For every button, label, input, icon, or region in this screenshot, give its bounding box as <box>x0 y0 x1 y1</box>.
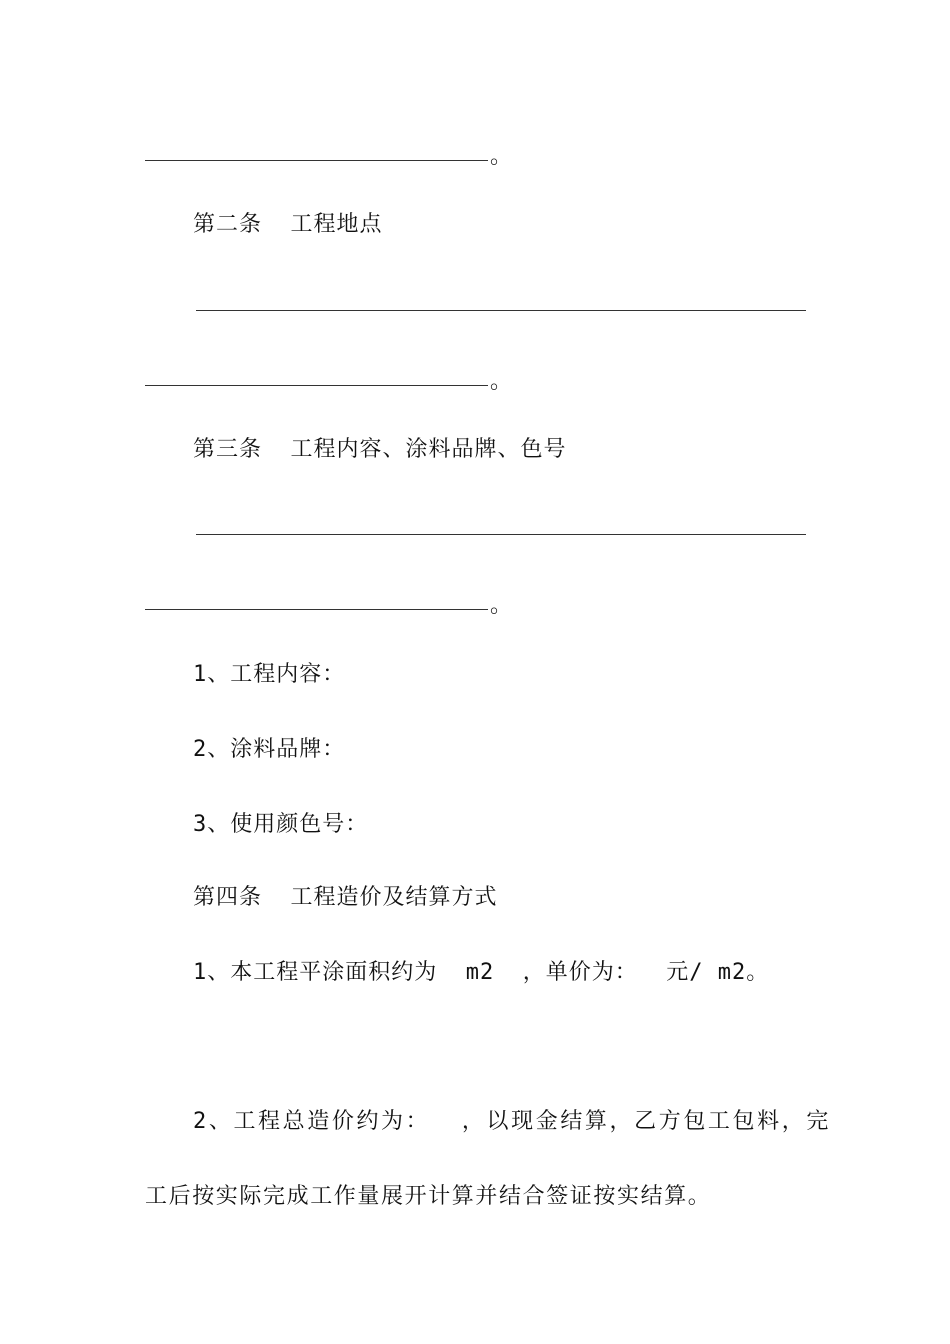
price-clause-2-line-2: 工后按实际完成工作量展开计算并结合签证按实结算。 <box>145 1184 712 1209</box>
price-clause-1: 1、本工程平涂面积约为 m2 ，单价为： 元/ m2。 <box>193 960 770 985</box>
price-clause-2-line-1: 2、工程总造价约为： ，以现金结算，乙方包工包料，完 <box>193 1109 831 1134</box>
period-mark: 。 <box>490 593 513 618</box>
fill-in-blank-long <box>196 310 806 311</box>
fill-in-blank-short <box>145 385 488 386</box>
item-paint-brand: 2、涂料品牌： <box>193 737 346 762</box>
fill-in-blank-short <box>145 609 488 610</box>
article-2-heading: 第二条 工程地点 <box>193 212 383 237</box>
fill-in-blank-long <box>196 534 806 535</box>
fill-in-blank-short <box>145 160 488 161</box>
item-engineering-content: 1、工程内容： <box>193 662 346 687</box>
item-color-number: 3、使用颜色号： <box>193 812 369 837</box>
article-4-heading: 第四条 工程造价及结算方式 <box>193 885 498 910</box>
period-mark: 。 <box>490 369 513 394</box>
article-3-heading: 第三条 工程内容、涂料品牌、色号 <box>193 437 567 462</box>
period-mark: 。 <box>490 144 513 169</box>
